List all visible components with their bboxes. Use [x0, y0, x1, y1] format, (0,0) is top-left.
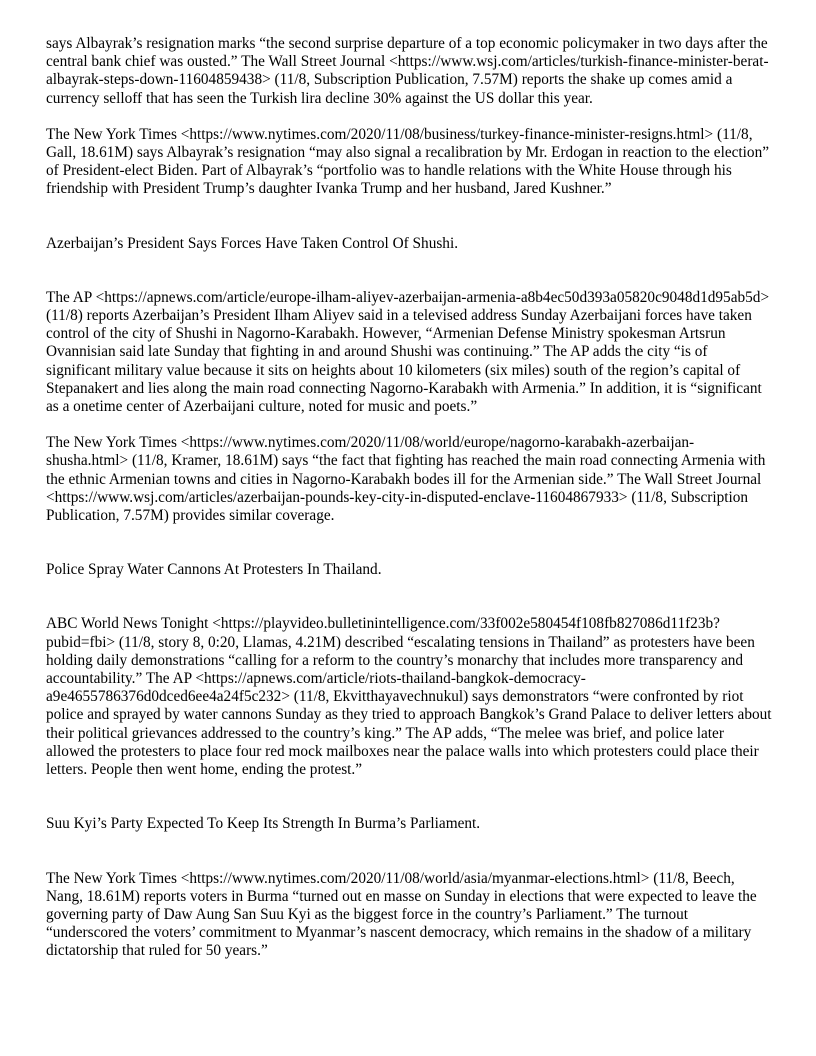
paragraph-shushi-nyt-wsj: The New York Times <https://www.nytimes.com/2020/11/08/world/europe/nagorno-karabakh-azerbaijan-shusha.html> (11/8, Kramer, 18.61M) says “the fact that fighting has reached the main road connecting Armenia with the ethnic Armenian towns and cities in Nagorno-Karabakh bodes ill for the Armenian side.” The Wall Street Journal <https://www.wsj.com/articles/azerbaijan-pounds-key-city-in-disputed-enclave-11604867933> (11/8, Subscription Publication, 7.57M) provides similar coverage.	[46, 434, 766, 525]
document-page	[46, 35, 772, 961]
paragraph-albayrak-wsj: says Albayrak’s resignation marks “the second surprise departure of a top economic policymaker in two days after the central bank chief was ousted.” The Wall Street Journal <https://www.wsj.com/articles/turkish-finance-minister-berat-albayrak-steps-down-11604859438> (11/8, Subscription Publication, 7.57M) reports the shake up comes amid a currency selloff that has seen the Turkish lira decline 30% against the US dollar this year.	[46, 35, 769, 107]
paragraph-thailand-abc-ap: ABC World News Tonight <https://playvideo.bulletinintelligence.com/33f002e580454f108fb827086d11f23b?pubid=fbi> (11/8, story 8, 0:20, Llamas, 4.21M) described “escalating tensions in Thailand” as protesters have been holding daily demonstrations “calling for a reform to the country’s monarchy that includes more transparency and accountability.” The AP <https://apnews.com/article/riots-thailand-bangkok-democracy-a9e4655786376d0dced6ee4a24f5c232> (11/8, Ekvitthayavechnukul) says demonstrators “were confronted by riot police and sprayed by water cannons Sunday as they tried to approach Bangkok’s Grand Palace to deliver letters about their political grievances addressed to the country’s king.” The AP adds, “The melee was brief, and police later allowed the protesters to place four red mock mailboxes near the palace walls into which protesters could place their letters. People then went home, ending the protest.”	[46, 615, 772, 779]
heading-thailand-protests: Police Spray Water Cannons At Protesters In Thailand.	[46, 561, 382, 579]
paragraph-burma-nyt: The New York Times <https://www.nytimes.com/2020/11/08/world/asia/myanmar-elections.html> (11/8, Beech, Nang, 18.61M) reports voters in Burma “turned out en masse on Sunday in elections that were expected to leave the governing party of Daw Aung San Suu Kyi as the biggest force in the country’s Parliament.” The turnout “underscored the voters’ commitment to Myanmar’s nascent democracy, which remains in the shadow of a military dictatorship that ruled for 50 years.”	[46, 869, 757, 960]
heading-azerbaijan-shushi: Azerbaijan’s President Says Forces Have Taken Control Of Shushi.	[46, 234, 459, 252]
paragraph-albayrak-nyt: The New York Times <https://www.nytimes.com/2020/11/08/business/turkey-finance-minister-resigns.html> (11/8, Gall, 18.61M) says Albayrak’s resignation “may also signal a recalibration by Mr. Erdogan in reaction to the election” of President-elect Biden. Part of Albayrak’s “portfolio was to handle relations with the White House through his friendship with President Trump’s daughter Ivanka Trump and her husband, Jared Kushner.”	[46, 125, 770, 198]
paragraph-shushi-ap: The AP <https://apnews.com/article/europe-ilham-aliyev-azerbaijan-armenia-a8b4ec50d393a05820c9048d1d95ab5d> (11/8) reports Azerbaijan’s President Ilham Aliyev said in a televised address Sunday Azerbaijani forces have taken control of the city of Shushi in Nagorno-Karabakh. However, “Armenian Defense Ministry spokesman Artsrun Ovannisian said late Sunday that fighting in and around Shushi was continuing.” The AP adds the city “is of significant military value because it sits on heights about 10 kilometers (six miles) south of the region’s capital of Stepanakert and lies along the main road connecting Nagorno-Karabakh with Armenia.” In addition, it is “significant as a onetime center of Azerbaijani culture, noted for music and poets.”	[46, 288, 770, 416]
heading-burma-parliament: Suu Kyi’s Party Expected To Keep Its Strength In Burma’s Parliament.	[46, 815, 481, 833]
